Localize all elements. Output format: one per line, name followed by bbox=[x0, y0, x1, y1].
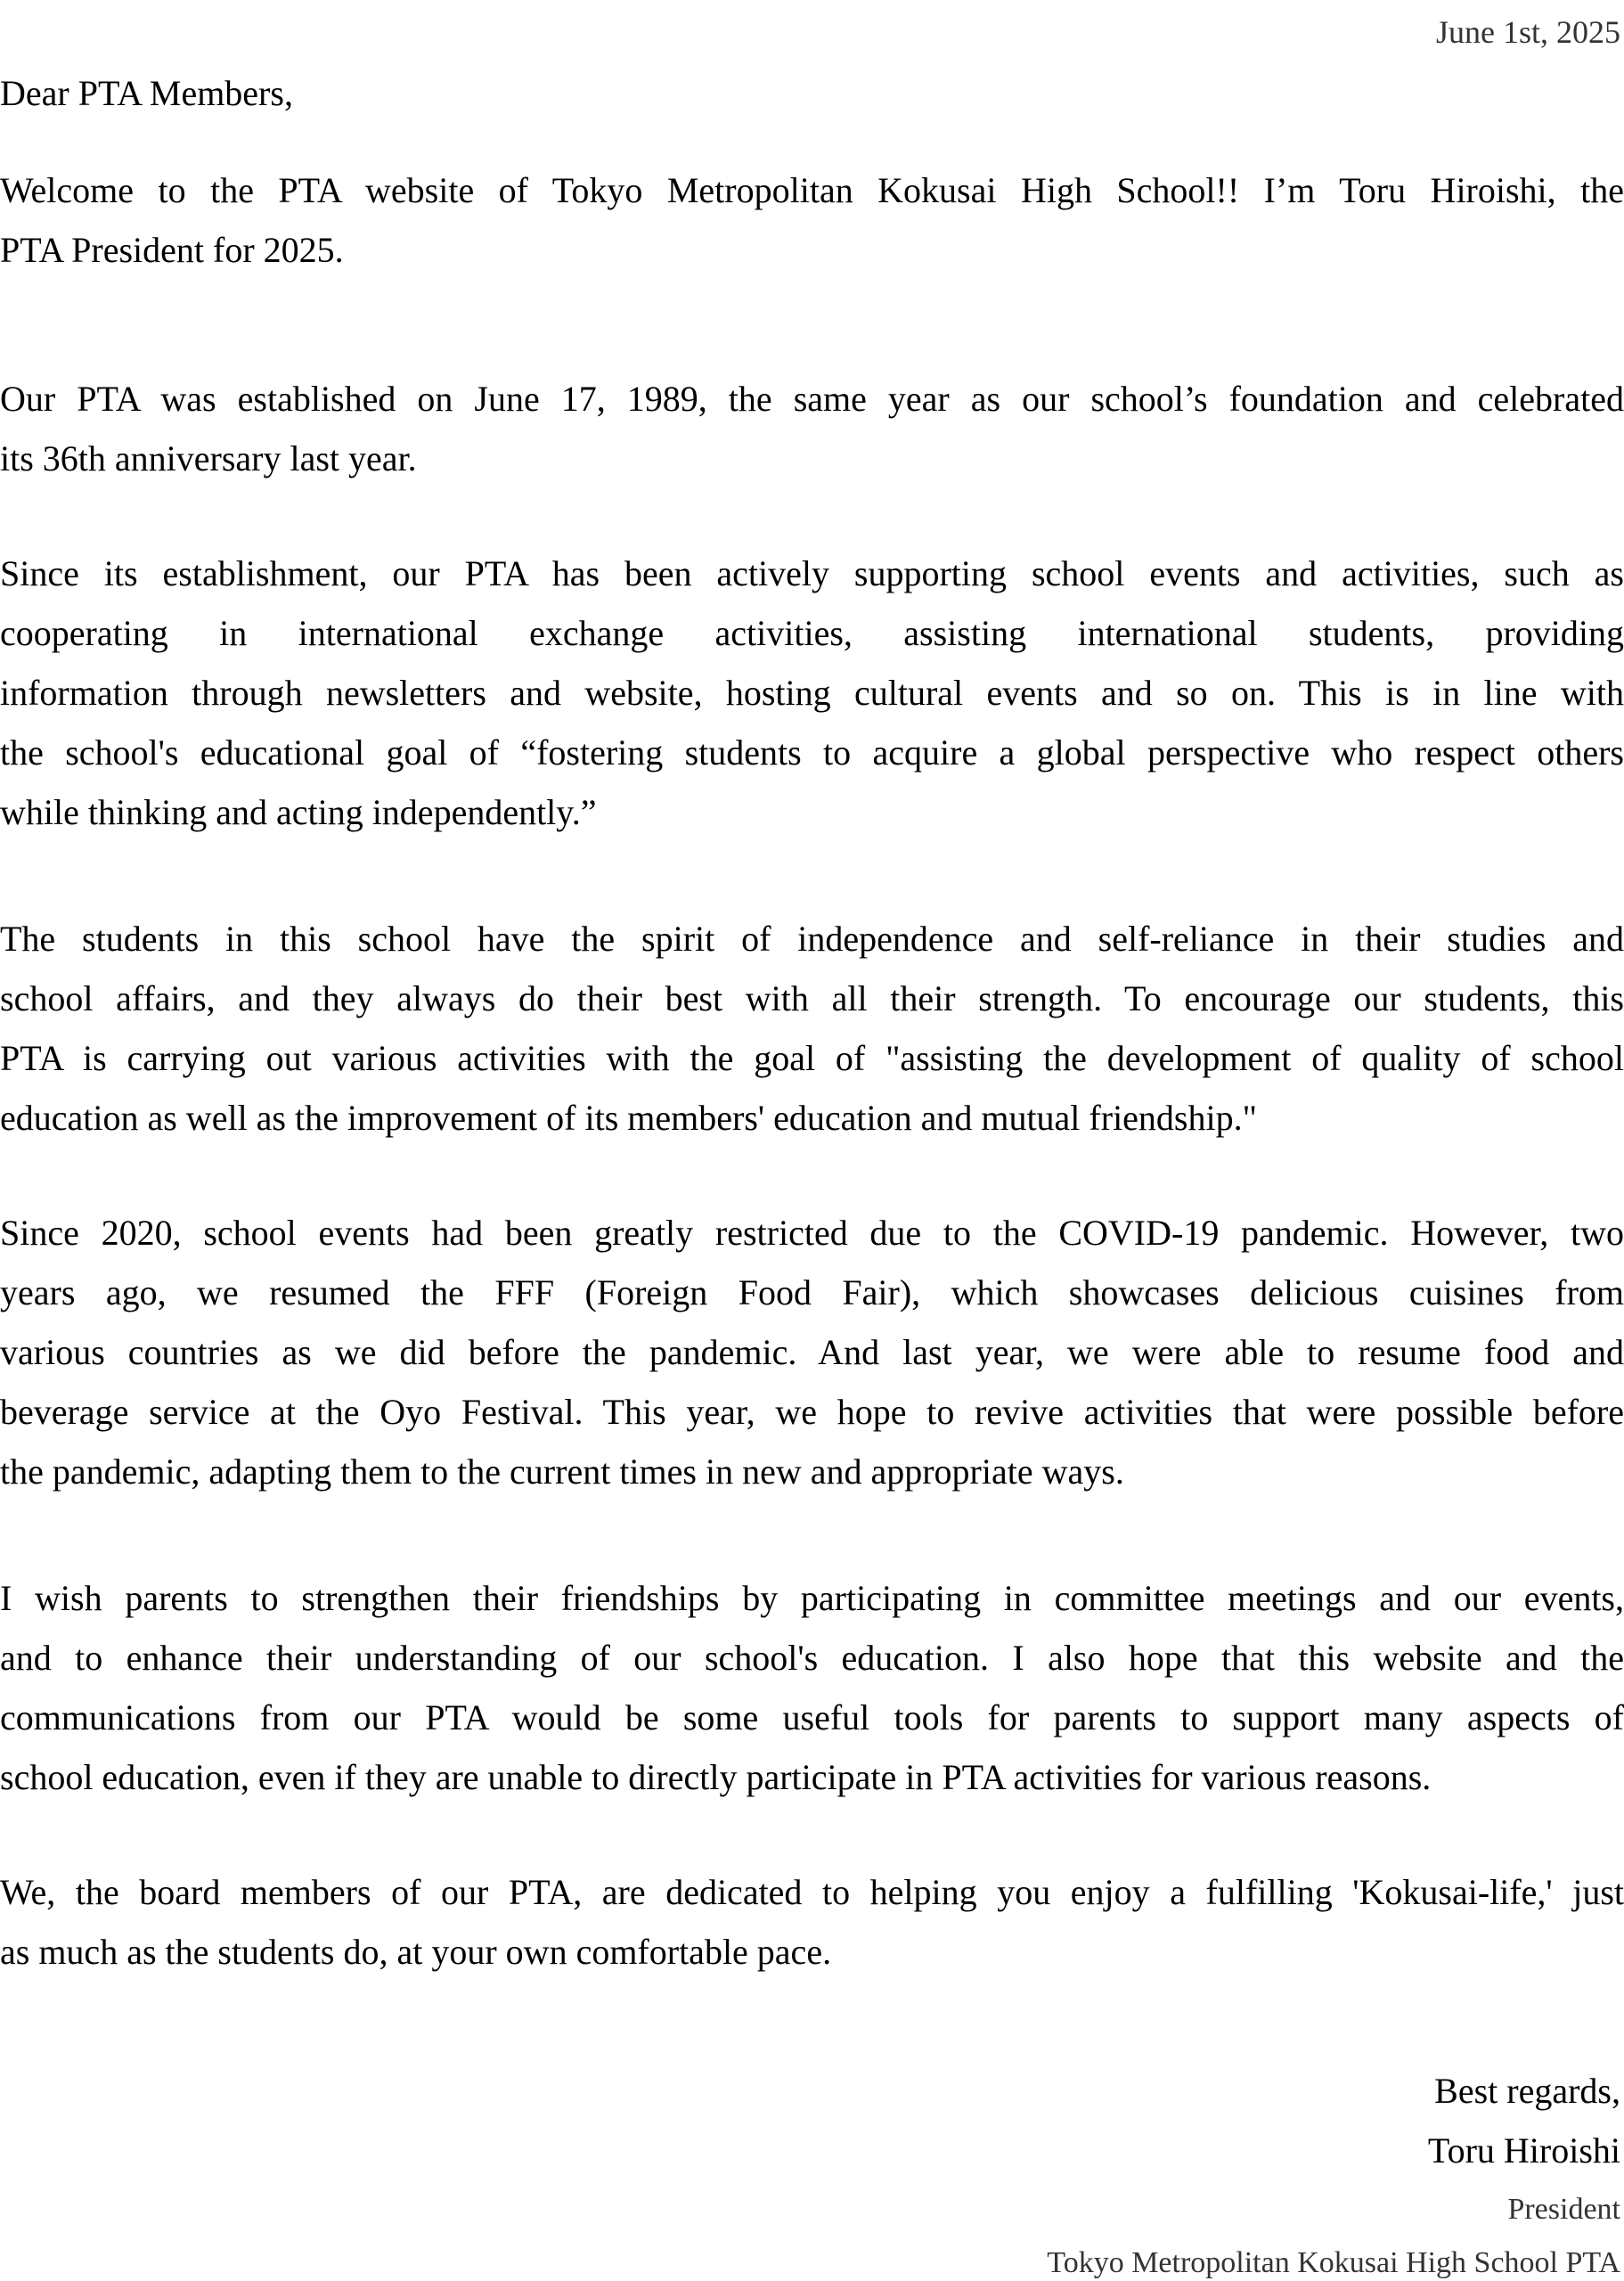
paragraph-line bbox=[0, 1862, 1624, 1922]
line-text: communications from our PTA would be some useful tools for parents to support many aspects of bbox=[0, 1697, 1624, 1737]
line-text: beverage service at the Oyo Festival. This year, we hope to revive activities that were possible before bbox=[0, 1392, 1624, 1432]
line-text: information through newsletters and website, hosting cultural events and so on. This is in line with bbox=[0, 673, 1624, 713]
line-text: as much as the students do, at your own comfortable pace. bbox=[0, 1932, 832, 1972]
line-text: its 36th anniversary last year. bbox=[0, 438, 417, 478]
paragraph-line bbox=[0, 1322, 1624, 1382]
paragraph-line bbox=[0, 909, 1624, 969]
line-text: education as well as the improvement of its members' education and mutual friendship." bbox=[0, 1098, 1257, 1138]
line-text: school education, even if they are unable to directly participate in PTA activities for various reasons. bbox=[0, 1757, 1432, 1797]
line-text: while thinking and acting independently.” bbox=[0, 792, 597, 832]
line-text: and to enhance their understanding of our school's education. I also hope that this website and the bbox=[0, 1638, 1624, 1678]
paragraph-line bbox=[0, 1203, 1624, 1263]
paragraph-line bbox=[0, 1263, 1624, 1322]
paragraph-line bbox=[0, 429, 1624, 488]
paragraph-line bbox=[0, 1922, 1624, 1982]
paragraph-line bbox=[0, 1088, 1624, 1148]
line-text: Since 2020, school events had been greatly restricted due to the COVID-19 pandemic. However, two bbox=[0, 1213, 1624, 1253]
line-text: Since its establishment, our PTA has been actively supporting school events and activities, such as bbox=[0, 553, 1624, 593]
letter-date: June 1st, 2025 bbox=[1436, 14, 1620, 50]
paragraph-line bbox=[0, 369, 1624, 429]
signer-name: Toru Hiroishi bbox=[1427, 2130, 1620, 2171]
paragraph-line bbox=[0, 969, 1624, 1028]
line-text: various countries as we did before the pandemic. And last year, we were able to resume food and bbox=[0, 1332, 1624, 1372]
line-text: Welcome to the PTA website of Tokyo Metropolitan Kokusai High School!! I’m Toru Hiroishi, the bbox=[0, 170, 1624, 210]
line-text: school affairs, and they always do their best with all their strength. To encourage our students, this bbox=[0, 978, 1624, 1018]
line-text: Our PTA was established on June 17, 1989, the same year as our school’s foundation and celebrated bbox=[0, 379, 1624, 419]
paragraph-line bbox=[0, 603, 1624, 663]
closing: Best regards, bbox=[1434, 2071, 1620, 2111]
paragraph-line bbox=[0, 220, 1624, 280]
paragraph-line bbox=[0, 1442, 1624, 1501]
paragraph-line bbox=[0, 1382, 1624, 1442]
line-text: PTA is carrying out various activities with the goal of "assisting the development of quality of school bbox=[0, 1038, 1624, 1078]
paragraph-line bbox=[0, 160, 1624, 220]
paragraph-line bbox=[0, 782, 1624, 842]
paragraph-line bbox=[0, 1628, 1624, 1688]
paragraph-line bbox=[0, 663, 1624, 723]
paragraph-line bbox=[0, 1747, 1624, 1807]
line-text: We, the board members of our PTA, are dedicated to helping you enjoy a fulfilling 'Kokusai-life,' just bbox=[0, 1872, 1624, 1912]
salutation: Dear PTA Members, bbox=[0, 73, 293, 113]
line-text: PTA President for 2025. bbox=[0, 230, 344, 270]
line-text: years ago, we resumed the FFF (Foreign Food Fair), which showcases delicious cuisines from bbox=[0, 1272, 1624, 1312]
paragraph-line bbox=[0, 1688, 1624, 1747]
signer-title: President bbox=[1507, 2193, 1620, 2226]
line-text: The students in this school have the spirit of independence and self-reliance in their studies and bbox=[0, 919, 1624, 959]
line-text: the school's educational goal of “fostering students to acquire a global perspective who respect others bbox=[0, 732, 1624, 773]
paragraph-line bbox=[0, 1568, 1624, 1628]
paragraph-line bbox=[0, 723, 1624, 782]
paragraph-line bbox=[0, 1028, 1624, 1088]
line-text: cooperating in international exchange activities, assisting international students, providing bbox=[0, 613, 1624, 653]
paragraph-line bbox=[0, 544, 1624, 603]
line-text: I wish parents to strengthen their friendships by participating in committee meetings and our events, bbox=[0, 1578, 1624, 1618]
organization: Tokyo Metropolitan Kokusai High School PTA bbox=[1047, 2246, 1620, 2279]
line-text: the pandemic, adapting them to the current times in new and appropriate ways. bbox=[0, 1451, 1124, 1492]
